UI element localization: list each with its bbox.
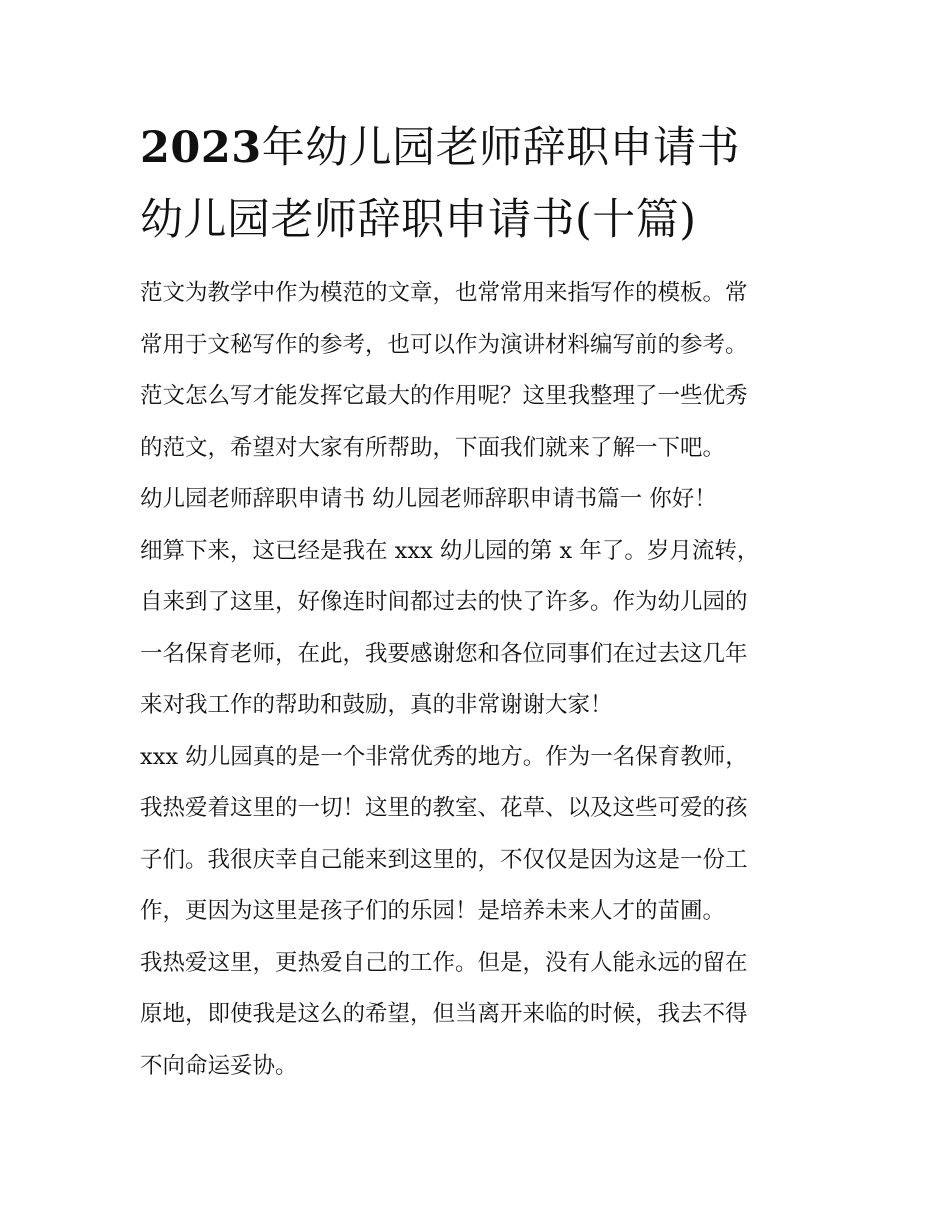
text-line: 自来到了这里，好像连时间都过去的快了许多。作为幼儿园的 — [140, 589, 748, 615]
document-body — [140, 268, 820, 1092]
text-line: 子们。我很庆幸自己能来到这里的，不仅仅是因为这是一份工 — [140, 846, 748, 873]
text-line: 范文为教学中作为模范的文章，也常常用来指写作的模板。常 — [140, 280, 748, 306]
text-line: 我热爱这里，更热爱自己的工作。但是，没有人能永远的留在 — [140, 949, 748, 976]
text-line: 一名保育老师，在此，我要感谢您和各位同事们在过去这几年 — [140, 640, 748, 667]
text-line: 的范文，希望对大家有所帮助，下面我们就来了解一下吧。 — [140, 434, 726, 461]
title-line-1 — [140, 112, 820, 184]
text-line: 来对我工作的帮助和鼓励，真的非常谢谢大家！ — [140, 692, 613, 718]
text-line: 幼儿园老师辞职申请书 幼儿园老师辞职申请书篇一 你好！ — [140, 486, 717, 512]
text-line: 常用于文秘写作的参考，也可以作为演讲材料编写前的参考。 — [140, 331, 748, 358]
title-year: 2023 — [140, 123, 262, 173]
text-line: 作，更因为这里是孩子们的乐园！是培养未来人才的苗圃。 — [140, 898, 726, 924]
text-line: 不向命运妥协。 — [140, 1052, 298, 1079]
text-line: 原地，即使我是这么的希望，但当离开来临的时候，我去不得 — [140, 1001, 748, 1027]
text-line: xxx 幼儿园真的是一个非常优秀的地方。作为一名保育教师， — [140, 743, 748, 770]
document-page — [140, 112, 820, 1092]
text-line: 范文怎么写才能发挥它最大的作用呢？这里我整理了一些优秀 — [140, 383, 748, 409]
title-line-1-text: 年幼儿园老师辞职申请书 — [261, 123, 741, 173]
text-line: 我热爱着这里的一切！这里的教室、花草、以及这些可爱的孩 — [140, 795, 748, 821]
text-line: 细算下来，这已经是我在 xxx 幼儿园的第 x 年了。岁月流转， — [140, 537, 760, 564]
document-title — [140, 112, 820, 256]
title-line-2: 幼儿园老师辞职申请书(十篇) — [140, 195, 697, 245]
